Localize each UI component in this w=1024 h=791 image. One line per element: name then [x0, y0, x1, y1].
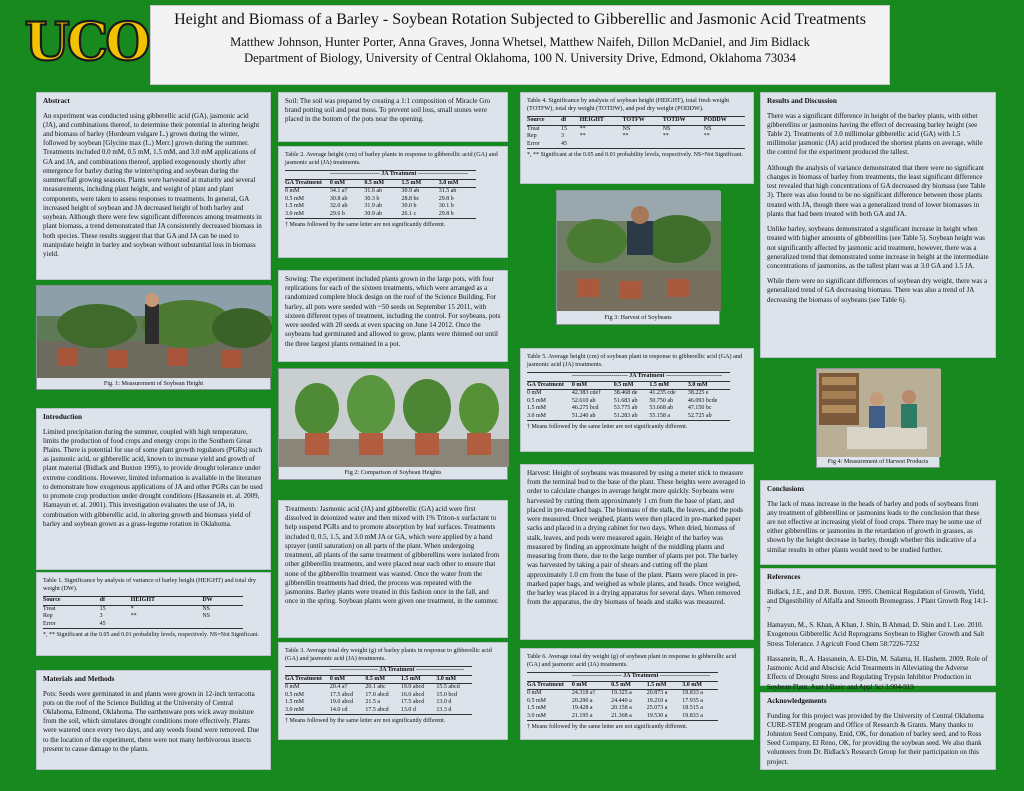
table-row: [527, 141, 745, 149]
table4-header: PODDW: [704, 117, 745, 126]
conclusions-panel: [760, 480, 996, 565]
table-row: [527, 398, 730, 406]
abstract-heading: Abstract: [43, 97, 70, 105]
table1-header: df: [100, 597, 131, 606]
table-cell: 1.5 mM: [285, 203, 305, 210]
table3-header: 1.5 mM: [401, 675, 437, 684]
table-cell: 0.5 mM: [527, 397, 547, 404]
table2-header: GA Treatment: [285, 179, 330, 188]
table6-header: 0 mM: [572, 681, 611, 690]
table-cell: 29.8 b: [438, 195, 454, 202]
table-cell: 24.318 a†: [571, 690, 596, 697]
table-cell: 3.0 mM: [285, 211, 330, 219]
table5-header: 3.0 mM: [688, 381, 730, 390]
table-cell: [580, 141, 623, 149]
table2-span-label: ------------------------- JA Treatment -------------------------: [330, 171, 476, 180]
table-cell: 29.8 b: [439, 211, 476, 219]
table5-header: 1.5 mM: [649, 381, 688, 390]
table2-caption: Table 2. Average height (cm) of barley plants in response to gibberellic acid (GA) and jasmonic acid (JA) treatments.: [285, 151, 498, 167]
soil-text: Soil: The soil was prepared by creating a 1:1 composition of Miracle Gro brand potting soil and peat moss. To prevent soil loss, small stones were placed in the bottom of the pots near the opening.: [285, 97, 491, 124]
table-cell: 24.440 a: [611, 697, 632, 704]
svg-text:UCO: UCO: [24, 12, 148, 73]
table6-panel: [520, 648, 754, 740]
table-cell: 15.5 abcd: [436, 684, 460, 691]
table5-panel: [520, 348, 754, 452]
table4-header: HEIGHT: [580, 117, 623, 126]
table-cell: NS: [202, 605, 210, 612]
table-cell: 31.9 ab: [364, 203, 383, 210]
fig4-photo: [816, 368, 940, 468]
table-cell: 32.0 ab: [329, 203, 348, 210]
fig1-caption: Fig. 1: Measurement of Soybean Height: [103, 380, 204, 387]
table-cell: 51.683 ab: [613, 397, 638, 404]
treatments-text: Treatments: Jasmonic acid (JA) and gibberellic (GA) acid were first dissolved in deionized water and then mixed with 1% Triton-x surfactant to help suspend PGRs and to promote absorption by leaf surfaces. Treatments included 0, 0.5, 1.5, and 3.0 mM JA or GA, which were applied by a hand sprayer (until saturation) on all parts of the plant. When undergoing treatment, all plants of the same treatment of gibberellins were isolated from other gibberellin treatments, and were placed near each other to ensure that none of the gibberellin treatment was wasted. Once the water from the gibberellin treatments had dried, the process was repeated with the jasmonins. Barley plants were treated in this fashion once in the fall, and once in the spring. Soybean plants were given one treatment, in the summer.: [285, 505, 500, 606]
table-cell: 30.3 b: [364, 195, 380, 202]
table6-span-label: ------------------------- JA Treatment -------------------------: [572, 673, 718, 682]
table-row: [527, 690, 718, 698]
table-cell: 0 mM: [285, 684, 300, 691]
reference-item: Bidlack, J.E., and D.R. Buxton. 1995. Chemical Regulation of Growth, Yield, and Digestibility of Alfalfa and Smooth Bromegrass. J Plant Growth Reg 14:1-7: [767, 587, 989, 614]
table1-note: *, ** Significant at the 0.05 and 0.01 probability levels, respectively. NS=Not Significant.: [43, 632, 259, 639]
table-cell: **: [703, 133, 710, 140]
table-row: [527, 133, 745, 141]
table-cell: 51.283 ab: [614, 413, 650, 421]
table-cell: 53.668 ab: [649, 405, 674, 412]
table-cell: 21.368 a: [611, 713, 647, 721]
results-panel: [760, 92, 996, 358]
table6-caption: Table 6. Average total dry weight (g) of soybean plant in response to gibberellic acid (GA) and jasmonic acid (JA) treatments.: [527, 653, 737, 669]
table-cell: 19.0 abcd: [329, 699, 354, 706]
table-cell: **: [579, 125, 586, 132]
table-cell: 29.6 b: [330, 211, 365, 219]
table-cell: *: [130, 605, 134, 612]
table-cell: 16.0 abcd: [400, 691, 425, 698]
results-paragraph: Unlike barley, soybeans demonstrated a significant increase in height when treated with higher amounts of gibberellins (see Table 5). Soybean height was not significantly affected by jasmonic acid treatment, however, there was a generalized trend that demonstrated some increase in height at the intermediate concentrations of jasmonins, as the tallest plant was at 3.0 GA and 1.5 JA.: [767, 225, 989, 271]
acknowledgements-text: Funding for this project was provided by the University of Central Oklahoma CURE-STEM program and Office of Research & Grants. Many thanks to Johnston Seed Company, Enid, OK, for donation of barley seed, and to Ross Seed Company, El Reno, OK, for providing the soybean seed. We also thank volunteers from Dr. Bidlack's Research Group for their participation on this project.: [767, 711, 984, 766]
table4-panel: [520, 92, 754, 184]
table-cell: 17.0 abcd: [365, 691, 389, 698]
references-heading: References: [767, 573, 801, 581]
table3-caption: Table 3. Average total dry weight (g) of barley plants in response to gibberellic acid (GA) and jasmonic acid (JA) treatments.: [285, 647, 492, 663]
fig1-image: [37, 286, 272, 378]
table-cell: 20.873 a: [646, 690, 668, 697]
table-cell: 18.515 a: [682, 705, 703, 712]
table-row: [285, 707, 472, 715]
table-cell: NS: [622, 125, 631, 132]
table3-header: 3.0 mM: [436, 675, 472, 684]
table1-header: HEIGHT: [131, 597, 203, 606]
table-cell: 31.5 ab: [438, 188, 457, 195]
table-row: [527, 125, 745, 133]
table-cell: 45: [100, 621, 131, 629]
table-cell: 19.428 a: [571, 705, 593, 712]
table1-header: DW: [202, 597, 243, 606]
table-cell: 52.725 ab: [688, 413, 730, 421]
table-cell: 30.1 b: [438, 203, 454, 210]
table3: [285, 666, 472, 715]
table-cell: 3.0 mM: [527, 413, 572, 421]
table-cell: 30.9 ab: [364, 211, 401, 219]
table-row: [527, 413, 730, 421]
table-row: [285, 692, 472, 700]
fig2-caption: Fig 2: Comparison of Soybean Heights: [344, 469, 442, 476]
table-cell: **: [622, 133, 629, 140]
table-row: [43, 613, 243, 621]
poster-authors: Matthew Johnson, Hunter Porter, Anna Graves, Jonna Whetsel, Matthew Naifeh, Dillon McDaniel, and Jim Bidlack: [230, 35, 810, 50]
table-cell: **: [579, 133, 586, 140]
poster-title: Height and Biomass of a Barley - Soybean Rotation Subjected to Gibberellic and Jasmonic Acid Treatments: [174, 11, 866, 28]
table3-header: GA Treatment: [285, 675, 330, 684]
table-cell: 34.1 a†: [329, 188, 348, 195]
table6-header: GA Treatment: [527, 681, 572, 690]
fig2-image: [279, 369, 509, 467]
table-cell: 19.833 a: [682, 713, 718, 721]
table-cell: 45: [561, 141, 580, 149]
table-cell: 13.0 d: [436, 699, 452, 706]
table1-panel: [36, 572, 271, 656]
table-cell: Treat: [527, 125, 540, 132]
table-cell: 0.5 mM: [285, 195, 305, 202]
results-paragraph: Although the analysis of variance demonstrated that there were no significant changes in biomass of barley from treatments, the least significant difference test revealed that high concentrations of GA decreased dry biomass (see Table 3). There was also found to be no significant difference between those plants treated with JA, though there was a generalized trend of lower biomasses in plants that had been treated with both GA and JA.: [767, 163, 986, 218]
table-cell: 26.1 c: [402, 211, 439, 219]
sowing-panel: [278, 270, 508, 362]
table2-header: 1.5 mM: [402, 179, 439, 188]
table-cell: 15: [560, 125, 567, 132]
introduction-text: Limited precipitation during the summer, coupled with high temperature, limits the production of food crops and energy crops in the Southern Great Plains. There is potential for use of some plant growth regulators (PGRs) such as jasmonic acid, or gibberellic acid, known to increase yield and growth of plant material (Bidlack and Buxton 1995), to provide drought tolerance under extreme conditions. However, limited information is available in the literature to demonstrate how exogenous applications of JA and other PGRs can be used to promote crop production under drought conditions (Hassanein et. al. 2009, Hamayun et. al. 2001). This investigation evaluates the use of JA, in combination with gibberellic acid, in altering growth and biomass yield of barley and soybean grown as a grass-legume rotation in Oklahoma.: [43, 427, 263, 528]
table-cell: 20.1 abc: [365, 684, 386, 691]
table3-header: 0 mM: [330, 675, 366, 684]
introduction-heading: Introduction: [43, 413, 83, 421]
table-cell: 0 mM: [527, 690, 542, 697]
table5-header: 0 mM: [572, 381, 614, 390]
fig3-image: [557, 191, 721, 311]
table-row: [285, 684, 472, 692]
table-row: [285, 211, 476, 219]
table-cell: 13.3 d: [436, 707, 472, 715]
table-cell: Treat: [43, 605, 56, 612]
poster-affiliation: Department of Biology, University of Central Oklahoma, 100 N. University Drive, Edmond, Oklahoma 73034: [244, 50, 796, 65]
table3-span-label: ------------------------ JA Treatment ------------------------: [330, 667, 472, 676]
table-cell: 30.8 ab: [329, 195, 348, 202]
table4-header: Source: [527, 117, 561, 126]
table1-header: Source: [43, 597, 100, 606]
table-cell: [663, 141, 704, 149]
table6: [527, 672, 718, 721]
table2-header: 0.5 mM: [364, 179, 401, 188]
table-cell: 17.5 abcd: [365, 707, 401, 715]
table-row: [527, 713, 718, 721]
treatments-panel: [278, 500, 508, 638]
table-cell: 15: [99, 605, 106, 612]
table3-header: 0.5 mM: [365, 675, 401, 684]
fig4-image: [817, 369, 941, 457]
table-cell: 1.5 mM: [285, 699, 305, 706]
reference-item: Hamayun, M., S. Khan, A Khan, J. Shin, B Ahmad, D. Shin and I. Lee. 2010. Exogenous Gibberellic Acid Reprograms Soybean to Higher Growth and Salt Stress Tolerance. J Agricult Food Chem 58:7226-7232: [767, 621, 985, 648]
table-cell: **: [130, 613, 137, 620]
fig2-photo: [278, 368, 508, 480]
table-cell: 19.530 a: [647, 713, 683, 721]
table4-header: df: [561, 117, 580, 126]
table-cell: 20.158 a: [611, 705, 632, 712]
table-row: [285, 699, 472, 707]
table-cell: Rep: [43, 613, 53, 620]
table6-header: 1.5 mM: [647, 681, 683, 690]
harvest-text: Harvest: Height of soybeans was measured by using a meter stick to measure from the terminal bud to the base of the plant. These heights were averaged in order to calculate changes in average height more quickly. Soybeans were harvested by cutting them approximately 1 cm from the base of plant, and placed in pre-marked bags. The biomass of the stalk, the leaves, and the pods were measured. Once weighed, plants were then placed in pre-marked paper sacks and placed in a drying cabinet for two days. When dried, biomass of stalk, leaves, and pods were measured again. Height of the barley was measured by finding an approximate height of the middling plants and measuring from there, due to the large number of plants per pot. The barley was harvested by taking a pair of shears and cutting off the plant approximately 1.0 cm from the base of the plant. Plants were placed in pre-marked paper bags, and weighed as whole plants, and heads. Once weighed, the barley was placed in a drying apparatus for several days. When removed from the apparatus, the dry biomass of heads and stalks was measured.: [527, 469, 746, 607]
table-row: [285, 203, 476, 211]
fig3-caption: Fig 3: Harvest of Soybeans: [604, 314, 672, 321]
table-cell: 13.0 d: [401, 707, 437, 715]
conclusions-heading: Conclusions: [767, 485, 805, 493]
abstract-panel: [36, 92, 271, 280]
table-cell: 0 mM: [285, 188, 300, 195]
acknowledgements-heading: Acknowledgements: [767, 697, 827, 705]
table5-note: † Means followed by the same letter are not significantly different.: [527, 424, 688, 431]
table-cell: 17.935 a: [682, 697, 703, 704]
table-cell: 42.383 cde†: [571, 390, 602, 397]
table-cell: 19.0 abcd: [400, 684, 425, 691]
table2-header: 3.0 mM: [439, 179, 476, 188]
table-cell: 21.195 a: [572, 713, 611, 721]
materials-panel: [36, 670, 271, 770]
fig3-photo: [556, 190, 720, 325]
table-cell: 0 mM: [527, 390, 542, 397]
table-row: [285, 196, 476, 204]
table-cell: 31.6 ab: [364, 188, 383, 195]
results-paragraph: While there were no significant differences of soybean dry weight, there was a generalized trend of GA decreasing biomass. There was also a trend of JA decreasing the biomass of soybeans (see Table 6).: [767, 277, 988, 304]
table-cell: 17.5 abcd: [329, 691, 354, 698]
table-cell: **: [662, 133, 669, 140]
table-cell: 19.325 a: [611, 690, 632, 697]
uco-logo: [24, 8, 148, 73]
table-row: [527, 405, 730, 413]
harvest-panel: [520, 464, 754, 640]
table-cell: 17.5 abcd: [400, 699, 425, 706]
table-row: [43, 605, 243, 613]
table-cell: 25.073 a: [646, 705, 668, 712]
fig4-caption: Fig 4: Measurement of Harvest Products: [827, 458, 929, 465]
table-row: [527, 390, 730, 398]
table2: [285, 170, 476, 219]
table-cell: 30.9 ab: [401, 188, 420, 195]
fig1-photo: [36, 285, 271, 390]
table-row: [527, 705, 718, 713]
table-cell: NS: [703, 125, 712, 132]
table-cell: [704, 141, 745, 149]
table-cell: Error: [527, 141, 561, 149]
table-cell: 1.5 mM: [527, 405, 547, 412]
table1: [43, 596, 243, 629]
table-cell: 55.158 a: [649, 413, 688, 421]
materials-heading: Materials and Methods: [43, 675, 115, 683]
table6-header: 0.5 mM: [611, 681, 647, 690]
sowing-text: Sowing: The experiment included plants grown in the large pots, with four replications for each of the sixteen treatments, which were arranged as a randomized complete block design on the roof of the Science Building. For barley, all pots were seeded with ~50 seeds on September 15 2011, with sixteen different types of treatment, including the control. For soybeans, pots were seeded with 20 seeds at even spacing on June 14 2012. Once the soybeans had germinated and allowed to grow, plants were thinned out until the three largest plants remained in a pot.: [285, 275, 501, 348]
table3-note: † Means followed by the same letter are not significantly different.: [285, 718, 446, 725]
abstract-text: An experiment was conducted using gibberellic acid (GA), jasmonic acid (JA), and combinations thereof, to determine their potential in altering height and biomass of barley (Hordeum vulgare L.) grown during the winter, followed by soybean [Glycine max (L.) Merr.] grown during the summer. Treatments included 0.0 mM, 0.5 mM, 1.5 mM, and 3.0 mM applications of GA and JA, and combinations thereof, applied exogenously shortly after emergence for barley during the winter/spring and soybean during the summer/fall growing seasons. Plants were harvested at maturity and several measurements, including plant height, and weight of plant and plant components, were taken to assess responses to treatments. In general, GA increased height of soybean and JA decreased height of both barley and soybean. Although there were few significant differences among treatments in plant biomass, a trend demonstrated that JA consistently decreased biomass in both species. These results suggest that that GA and JA can be used to manipulate height in barley and soybean without substantial loss in biomass yield.: [43, 111, 262, 259]
table-cell: 47.150 bc: [687, 405, 712, 412]
table-cell: NS: [202, 613, 210, 620]
table-cell: [623, 141, 663, 149]
table-cell: 3: [560, 133, 564, 140]
uco-logo-graphic: [24, 8, 148, 73]
table-cell: 21.5 a: [365, 699, 381, 706]
table-cell: 28.8 bc: [401, 195, 420, 202]
table-cell: NS: [662, 125, 671, 132]
table4: [527, 116, 745, 149]
table2-header: 0 mM: [330, 179, 365, 188]
table-cell: 41.235 cde: [649, 390, 676, 397]
poster-header: [150, 5, 890, 85]
table-cell: 20.4 a†: [329, 684, 348, 691]
table5-header: GA Treatment: [527, 381, 572, 390]
table-cell: 0.5 mM: [285, 691, 305, 698]
table-cell: 38.225 e: [687, 390, 709, 397]
table1-caption: Table 1. Significance by analysis of variance of barley height (HEIGHT) and total dry weight (DW).: [43, 577, 256, 593]
table6-header: 3.0 mM: [682, 681, 718, 690]
conclusions-text: The lack of mass increase in the heads of barley and pods of soybeans from any treatment of gibberellins or jasmonins leads to the conclusion that these are not effective at increasing yield of food crops. There may be some use of either gibberellins or jasmonins in the retardation of growth in grasses, as shown by the height decrease in barley, though whether this indicative of a similar results in other plants would need to be studied further.: [767, 499, 982, 554]
results-heading: Results and Discussion: [767, 97, 837, 105]
reference-item: Hassanein, R., A. Hassanein, A. El-Din, M. Salama, H. Hashem. 2009. Role of Jasmonic Acid and Abscisic Acid Treatments in Alleviating the Adverse Effects of Drought Stress and Regulating Trypsin Inhibitor Production in Soybean Plant. Aust J Basic and Appl Sci 3:904-919: [767, 654, 988, 691]
introduction-panel: [36, 408, 271, 570]
table-cell: 53.775 ab: [613, 405, 638, 412]
table4-header: TOTDW: [663, 117, 704, 126]
references-panel: [760, 568, 996, 691]
table-cell: Error: [43, 621, 100, 629]
table-cell: 51.240 ab: [572, 413, 614, 421]
table-cell: 30.0 b: [401, 203, 417, 210]
table-cell: 19.210 a: [646, 697, 668, 704]
table4-header: TOTFW: [623, 117, 663, 126]
table-row: [43, 621, 243, 629]
table4-note: *, ** Significant at the 0.05 and 0.01 probability levels, respectively. NS=Not Significant.: [527, 152, 743, 159]
table2-note: † Means followed by the same letter are not significantly different.: [285, 222, 446, 229]
table-cell: Rep: [527, 133, 537, 140]
table-cell: 46.093 bcde: [687, 397, 718, 404]
table-cell: 3: [99, 613, 103, 620]
table-cell: 19.833 a: [682, 690, 703, 697]
table5-caption: Table 5. Average height (cm) of soybean plant in response to gibberellic acid (GA) and jasmonic acid (JA) treatments.: [527, 353, 743, 369]
table-cell: 50.750 ab: [649, 397, 674, 404]
table-cell: 3.0 mM: [285, 707, 330, 715]
table5: [527, 372, 730, 421]
table5-header: 0.5 mM: [614, 381, 650, 390]
soil-panel: [278, 92, 508, 142]
table-cell: 3.0 mM: [527, 713, 572, 721]
table-cell: 0.5 mM: [527, 697, 547, 704]
table-cell: 1.5 mM: [527, 705, 547, 712]
table-cell: 52.610 ab: [571, 397, 596, 404]
table5-span-label: ---------------------------- JA Treatment ----------------------------: [572, 373, 730, 382]
acknowledgements-panel: [760, 692, 996, 770]
table-cell: [202, 621, 243, 629]
table2-panel: [278, 146, 508, 258]
table-cell: [131, 621, 203, 629]
table-cell: 15.0 bcd: [436, 691, 458, 698]
table-row: [527, 698, 718, 706]
results-paragraph: There was a significant difference in height of the barley plants, with either gibberellins or jasmonins having the effect of decreasing barley height (see Table 2). Treatments of 3.0 millimolar gibberellic acid (GA) with 1.5 millimolar jasmonic (JA) acid produced the shortest plants on average, while the control for the experiment produced the tallest.: [767, 111, 983, 157]
table-row: [285, 188, 476, 196]
table6-note: † Means followed by the same letter are not significantly different.: [527, 724, 688, 731]
table-cell: 14.0 cd: [330, 707, 366, 715]
table-cell: 46.275 bcd: [571, 405, 599, 412]
table-cell: 20.290 a: [571, 697, 593, 704]
table3-panel: [278, 642, 508, 740]
table4-caption: Table 4. Significance by analysis of soybean height (HEIGHT), total fresh weight (TOTFW), total dry weight (TOTDW), and pod dry weight (PODDW).: [527, 97, 730, 113]
materials-text: Pots: Seeds were germinated in and plants were grown in 12-inch terracotta pots on the roof of the Science Building at the University of Central Oklahoma, Edmond, Oklahoma. The earthenware pots wick away moisture from the soil, which simulates drought conditions more effectively. Plants were watered once every two days, and any weeds found were removed. Due to the location of the experiment, there were not many herbivorous insects present to cause damage to the plants.: [43, 689, 260, 753]
table-cell: 38.468 de: [613, 390, 638, 397]
